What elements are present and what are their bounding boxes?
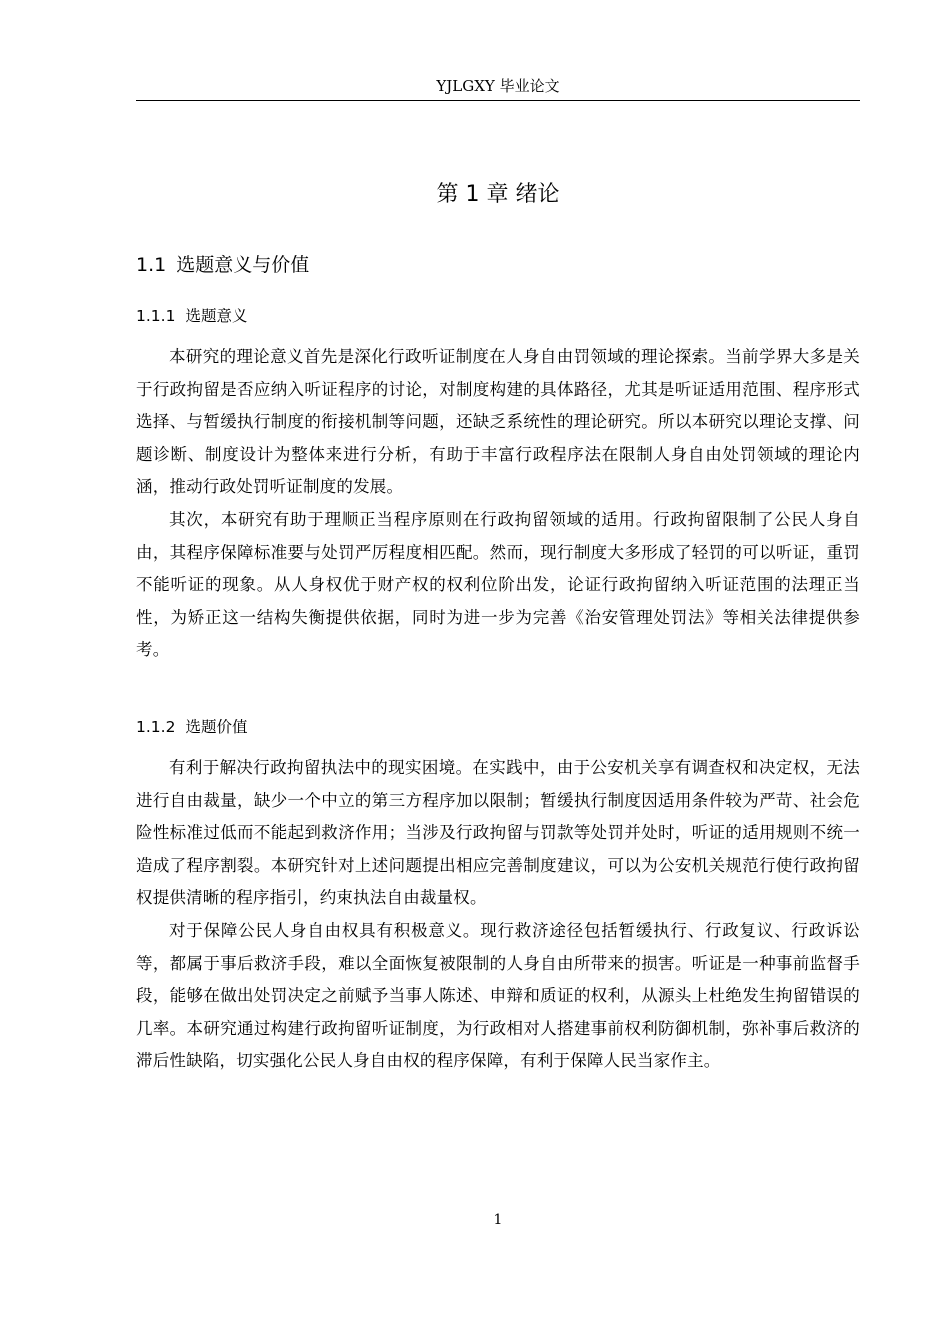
subsection-title: 选题价值: [185, 718, 248, 736]
subsection-number: 1.1.1: [136, 307, 176, 325]
header-rule: [136, 100, 860, 101]
page-number: 1: [493, 1212, 503, 1228]
running-header: YJLGXY 毕业论文: [436, 77, 560, 95]
chapter-title: 第 1 章 绪论: [436, 182, 560, 207]
subsection-number: 1.1.2: [136, 718, 176, 736]
subsection-heading-1-1-2: [136, 715, 247, 739]
paragraph: 有利于解决行政拘留执法中的现实困境。在实践中，由于公安机关享有调查权和决定权，无法进行自由裁量，缺少一个中立的第三方程序加以限制；暂缓执行制度因适用条件较为严苛、社会危险性标准过低而不能起到救济作用；当涉及行政拘留与罚款等处罚并处时，听证的适用规则不统一造成了程序割裂。本研究针对上述问题提出相应完善制度建议，可以为公安机关规范行使行政拘留权提供清晰的程序指引，约束执法自由裁量权。: [136, 758, 860, 908]
subsection-heading-1-1-1: [136, 304, 247, 328]
section-heading-1-1: [136, 250, 309, 280]
paragraph: 其次，本研究有助于理顺正当程序原则在行政拘留领域的适用。行政拘留限制了公民人身自由，其程序保障标准要与处罚严厉程度相匹配。然而，现行制度大多形成了轻罚的可以听证，重罚不能听证的现象。从人身权优于财产权的权利位阶出发，论证行政拘留纳入听证范围的法理正当性，为矫正这一结构失衡提供依据，同时为进一步为完善《治安管理处罚法》等相关法律提供参考。: [136, 509, 860, 660]
subsection-body-1-1-2: [136, 752, 860, 1078]
paragraph: 本研究的理论意义首先是深化行政听证制度在人身自由罚领域的理论探索。当前学界大多是关于行政拘留是否应纳入听证程序的讨论，对制度构建的具体路径，尤其是听证适用范围、程序形式选择、与暂缓执行制度的衔接机制等问题，还缺乏系统性的理论研究。所以本研究以理论支撑、问题诊断、制度设计为整体来进行分析，有助于丰富行政程序法在限制人身自由处罚领域的理论内涵，推动行政处罚听证制度的发展。: [136, 347, 860, 497]
paragraph: 对于保障公民人身自由权具有积极意义。现行救济途径包括暂缓执行、行政复议、行政诉讼等，都属于事后救济手段，难以全面恢复被限制的人身自由所带来的损害。听证是一种事前监督手段，能够在做出处罚决定之前赋予当事人陈述、申辩和质证的权利，从源头上杜绝发生拘留错误的几率。本研究通过构建行政拘留听证制度，为行政相对人搭建事前权利防御机制，弥补事后救济的滞后性缺陷，切实强化公民人身自由权的程序保障，有利于保障人民当家作主。: [136, 920, 860, 1071]
section-title: 选题意义与价值: [176, 254, 310, 276]
section-number: 1.1: [136, 254, 167, 276]
subsection-body-1-1-1: [136, 341, 860, 667]
subsection-title: 选题意义: [185, 307, 248, 325]
